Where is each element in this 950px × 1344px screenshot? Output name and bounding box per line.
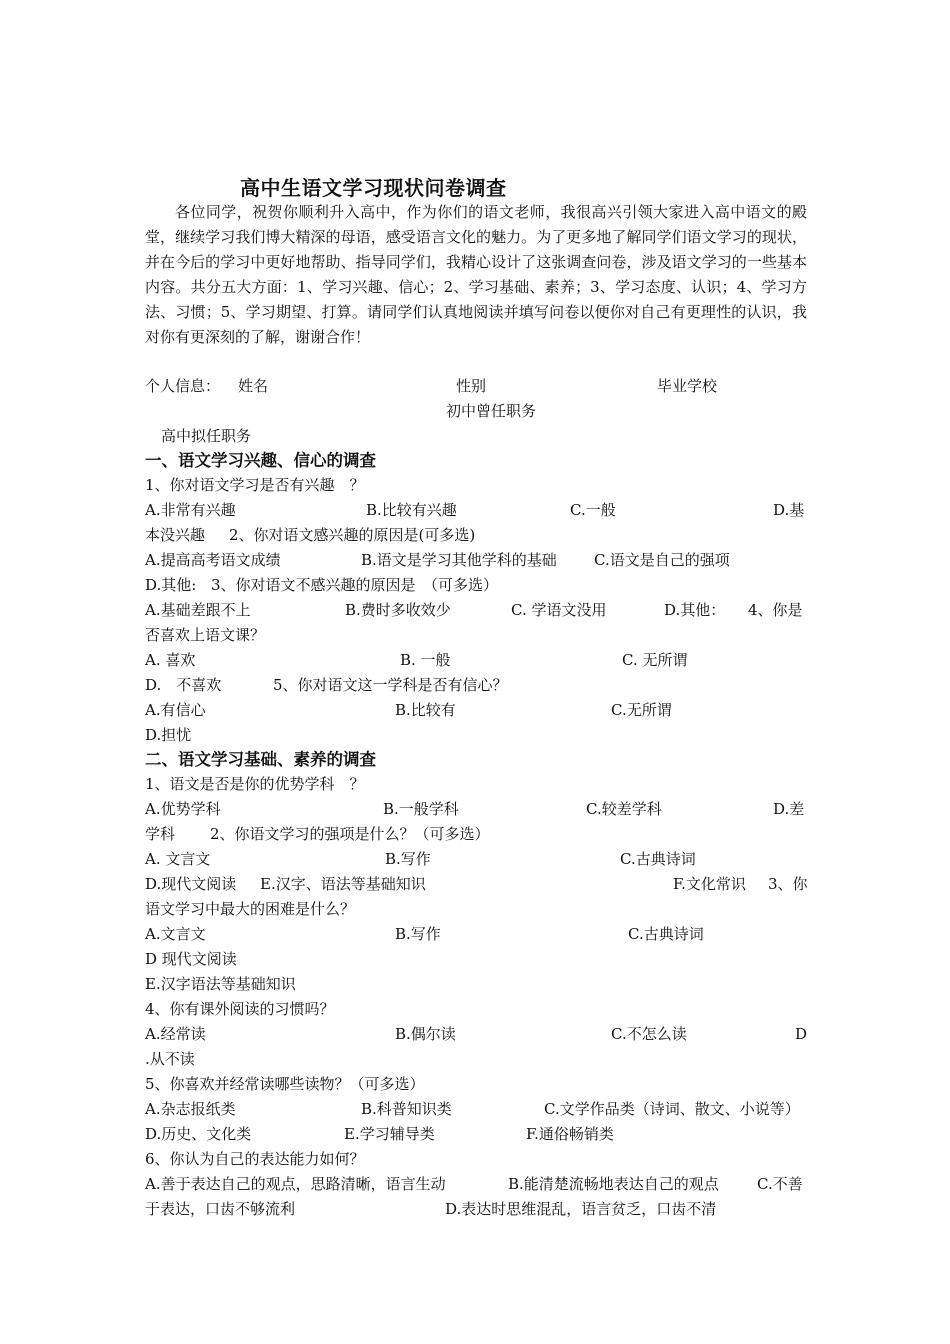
s2-q5-option-e: E.学习辅导类	[344, 1125, 435, 1143]
s2-q3-option-d: D 现代文阅读	[145, 950, 237, 968]
s2-q3-option-e: E.汉字语法等基础知识	[145, 975, 296, 993]
s2-q6-option-d: D.表达时思维混乱，语言贫乏，口齿不清	[445, 1200, 717, 1218]
page-title: 高中生语文学习现状问卷调查	[240, 176, 507, 200]
s1-q3-option-d: D.其他：	[664, 601, 726, 619]
s1-q3-option-b: B.费时多收效少	[345, 601, 451, 619]
s2-question-2: 2、你语文学习的强项是什么？（可多选）	[210, 825, 490, 843]
s2-q5-option-c: C.文学作品类（诗词、散文、小说等）	[544, 1100, 800, 1118]
s2-q5-option-b: B.科普知识类	[361, 1100, 452, 1118]
s2-q5-option-d: D.历史、文化类	[145, 1125, 252, 1143]
s2-q2-option-c: C.古典诗词	[620, 850, 696, 868]
s1-q5-option-b: B.比较有	[395, 701, 456, 719]
s2-q1-option-d-head: D.差	[773, 800, 805, 818]
s2-q1-option-d-tail: 学科	[145, 825, 176, 843]
s1-q5-option-d: D.担忧	[145, 726, 192, 744]
s2-question-3-tail: 语文学习中最大的困难是什么？	[145, 900, 356, 918]
s1-question-1: 1、你对语文学习是否有兴趣 ？	[145, 476, 365, 494]
s2-q4-option-b: B.偶尔读	[395, 1025, 456, 1043]
s2-q6-option-a: A.善于表达自己的观点，思路清晰，语言生动	[145, 1175, 446, 1193]
s2-q6-option-b: B.能清楚流畅地表达自己的观点	[508, 1175, 719, 1193]
section1-heading: 一、语文学习兴趣、信心的调查	[145, 451, 376, 470]
s2-q4-option-d-head: D	[795, 1025, 808, 1043]
s1-q1-option-c: C.一般	[570, 501, 616, 519]
s2-q3-option-a: A.文言文	[145, 925, 206, 943]
section2-heading: 二、语文学习基础、素养的调查	[145, 750, 376, 769]
s1-question-2: 2、你对语文感兴趣的原因是(可多选)	[229, 526, 476, 544]
s1-q4-option-c: C. 无所谓	[622, 651, 688, 669]
gender-field-label: 性别	[456, 377, 487, 395]
s1-q2-option-d: D.其他:	[145, 576, 197, 594]
s1-question-3: 3、你对语文不感兴趣的原因是 （可多选）	[211, 576, 499, 594]
s1-q3-option-c: C. 学语文没用	[511, 601, 607, 619]
s2-question-4: 4、你有课外阅读的习惯吗？	[145, 1000, 335, 1018]
s2-q2-option-f: F.文化常识	[673, 875, 746, 893]
intro-paragraph: 各位同学，祝贺你顺利升入高中，作为你们的语文老师，我很高兴引领大家进入高中语文的殿堂，继续学习我们博大精深的母语，感受语言文化的魅力。为了更多地了解同学们语文学习的现状，并在今后的学习中更好地帮助、指导同学们，我精心设计了这张调查问卷，涉及语文学习的一些基本内容。共分五大方面：1、学习兴趣、信心；2、学习基础、素养；3、学习态度、认识；4、学习方法、习惯；5、学习期望、打算。请同学们认真地阅读并填写问卷以便你对自己有更理性的认识，我对你有更深刻的了解，谢谢合作！	[145, 203, 807, 346]
s1-q5-option-c: C.无所谓	[611, 701, 672, 719]
s1-q4-option-a: A. 喜欢	[145, 651, 196, 669]
s1-q1-option-d-tail: 本没兴趣	[145, 526, 206, 544]
s1-q2-option-c: C.语文是自己的强项	[594, 551, 730, 569]
s2-q4-option-d-tail: .从不读	[145, 1050, 195, 1068]
s1-q4-option-d: D. 不喜欢	[145, 676, 222, 694]
s1-question-4-tail: 否喜欢上语文课？	[145, 626, 266, 644]
s2-q5-option-a: A.杂志报纸类	[145, 1100, 236, 1118]
s2-q1-option-a: A.优势学科	[145, 800, 221, 818]
s1-q1-option-b: B.比较有兴趣	[366, 501, 457, 519]
s2-question-3-head: 3、你	[768, 875, 808, 893]
s1-question-5: 5、你对语文这一学科是否有信心？	[273, 676, 508, 694]
s2-q6-option-c-tail: 于表达，口齿不够流利	[145, 1200, 296, 1218]
s2-q5-option-f: F.通俗畅销类	[526, 1125, 614, 1143]
s2-question-6: 6、你认为自己的表达能力如何？	[145, 1150, 365, 1168]
s1-q2-option-a: A.提高高考语文成绩	[145, 551, 281, 569]
s1-q1-option-d-head: D.基	[773, 501, 805, 519]
s2-q6-option-c-head: C.不善	[757, 1175, 803, 1193]
s2-q4-option-a: A.经常读	[145, 1025, 206, 1043]
s2-q3-option-c: C.古典诗词	[628, 925, 704, 943]
school-field-label: 毕业学校	[657, 377, 718, 395]
senior-role-field-label: 高中拟任职务	[161, 427, 252, 445]
s1-q4-option-b: B. 一般	[400, 651, 451, 669]
s2-q1-option-b: B.一般学科	[383, 800, 459, 818]
s2-q2-option-b: B.写作	[385, 850, 431, 868]
s2-q4-option-c: C.不怎么读	[611, 1025, 687, 1043]
s1-q3-option-a: A.基础差跟不上	[145, 601, 251, 619]
s2-question-1: 1、语文是否是你的优势学科 ？	[145, 775, 365, 793]
s2-q1-option-c: C.较差学科	[586, 800, 662, 818]
s1-q2-option-b: B.语文是学习其他学科的基础	[361, 551, 557, 569]
personal-info-label: 个人信息：	[145, 377, 221, 395]
s2-q2-option-d: D.现代文阅读	[145, 875, 237, 893]
s2-question-5: 5、你喜欢并经常读哪些读物？（可多选）	[145, 1075, 425, 1093]
name-field-label: 姓名	[238, 377, 269, 395]
junior-role-field-label: 初中曾任职务	[446, 402, 537, 420]
s1-question-4-head: 4、你是	[748, 601, 803, 619]
s2-q2-option-e: E.汉字、语法等基础知识	[260, 875, 426, 893]
s1-q5-option-a: A.有信心	[145, 701, 206, 719]
s2-q2-option-a: A. 文言文	[145, 850, 211, 868]
s1-q1-option-a: A.非常有兴趣	[145, 501, 236, 519]
s2-q3-option-b: B.写作	[395, 925, 441, 943]
